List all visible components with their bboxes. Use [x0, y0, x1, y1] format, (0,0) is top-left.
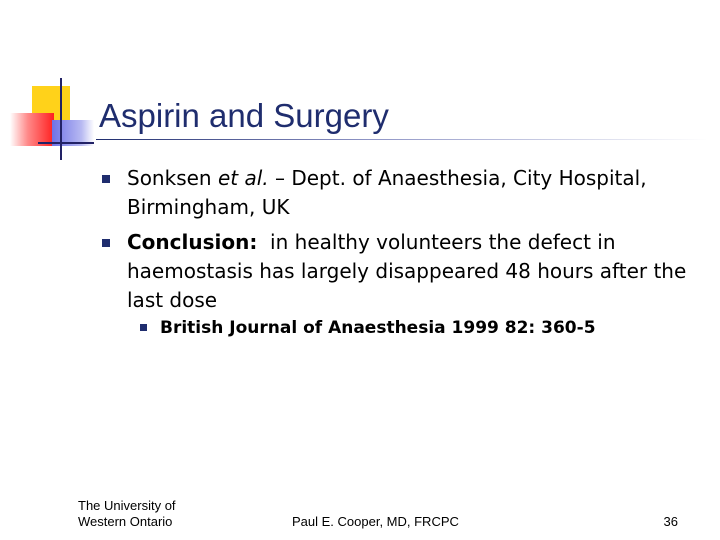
square-bullet-icon	[102, 175, 110, 183]
decorative-vertical-line	[60, 78, 62, 160]
sub-bullet-item	[160, 315, 700, 341]
footer-org-line: The University of	[78, 498, 176, 513]
decorative-horizontal-line	[38, 142, 94, 144]
bullet-lead-italic: et al.	[217, 166, 269, 190]
page-number: 36	[663, 514, 678, 529]
bullet-text: in healthy volunteers the defect in haemostasis has largely disappeared 48 hours after the last dose	[127, 230, 693, 312]
bullet-lead: Conclusion:	[127, 230, 258, 254]
footer-author: Paul E. Cooper, MD, FRCPC	[292, 514, 459, 529]
bullet-item	[127, 164, 687, 222]
footer-org-line: Western Ontario	[78, 514, 173, 529]
square-bullet-icon	[140, 324, 147, 331]
bullet-lead: Sonksen	[127, 166, 218, 190]
slide-title: Aspirin and Surgery	[99, 97, 389, 134]
footer-organization	[78, 498, 218, 530]
square-bullet-icon	[102, 239, 110, 247]
bullet-text: – Dept. of Anaesthesia, City Hospital, Birmingham, UK	[127, 166, 647, 219]
bullet-item	[127, 228, 693, 315]
citation-text: British Journal of Anaesthesia 1999 82: 360-5	[160, 318, 596, 338]
title-underline	[96, 139, 708, 140]
